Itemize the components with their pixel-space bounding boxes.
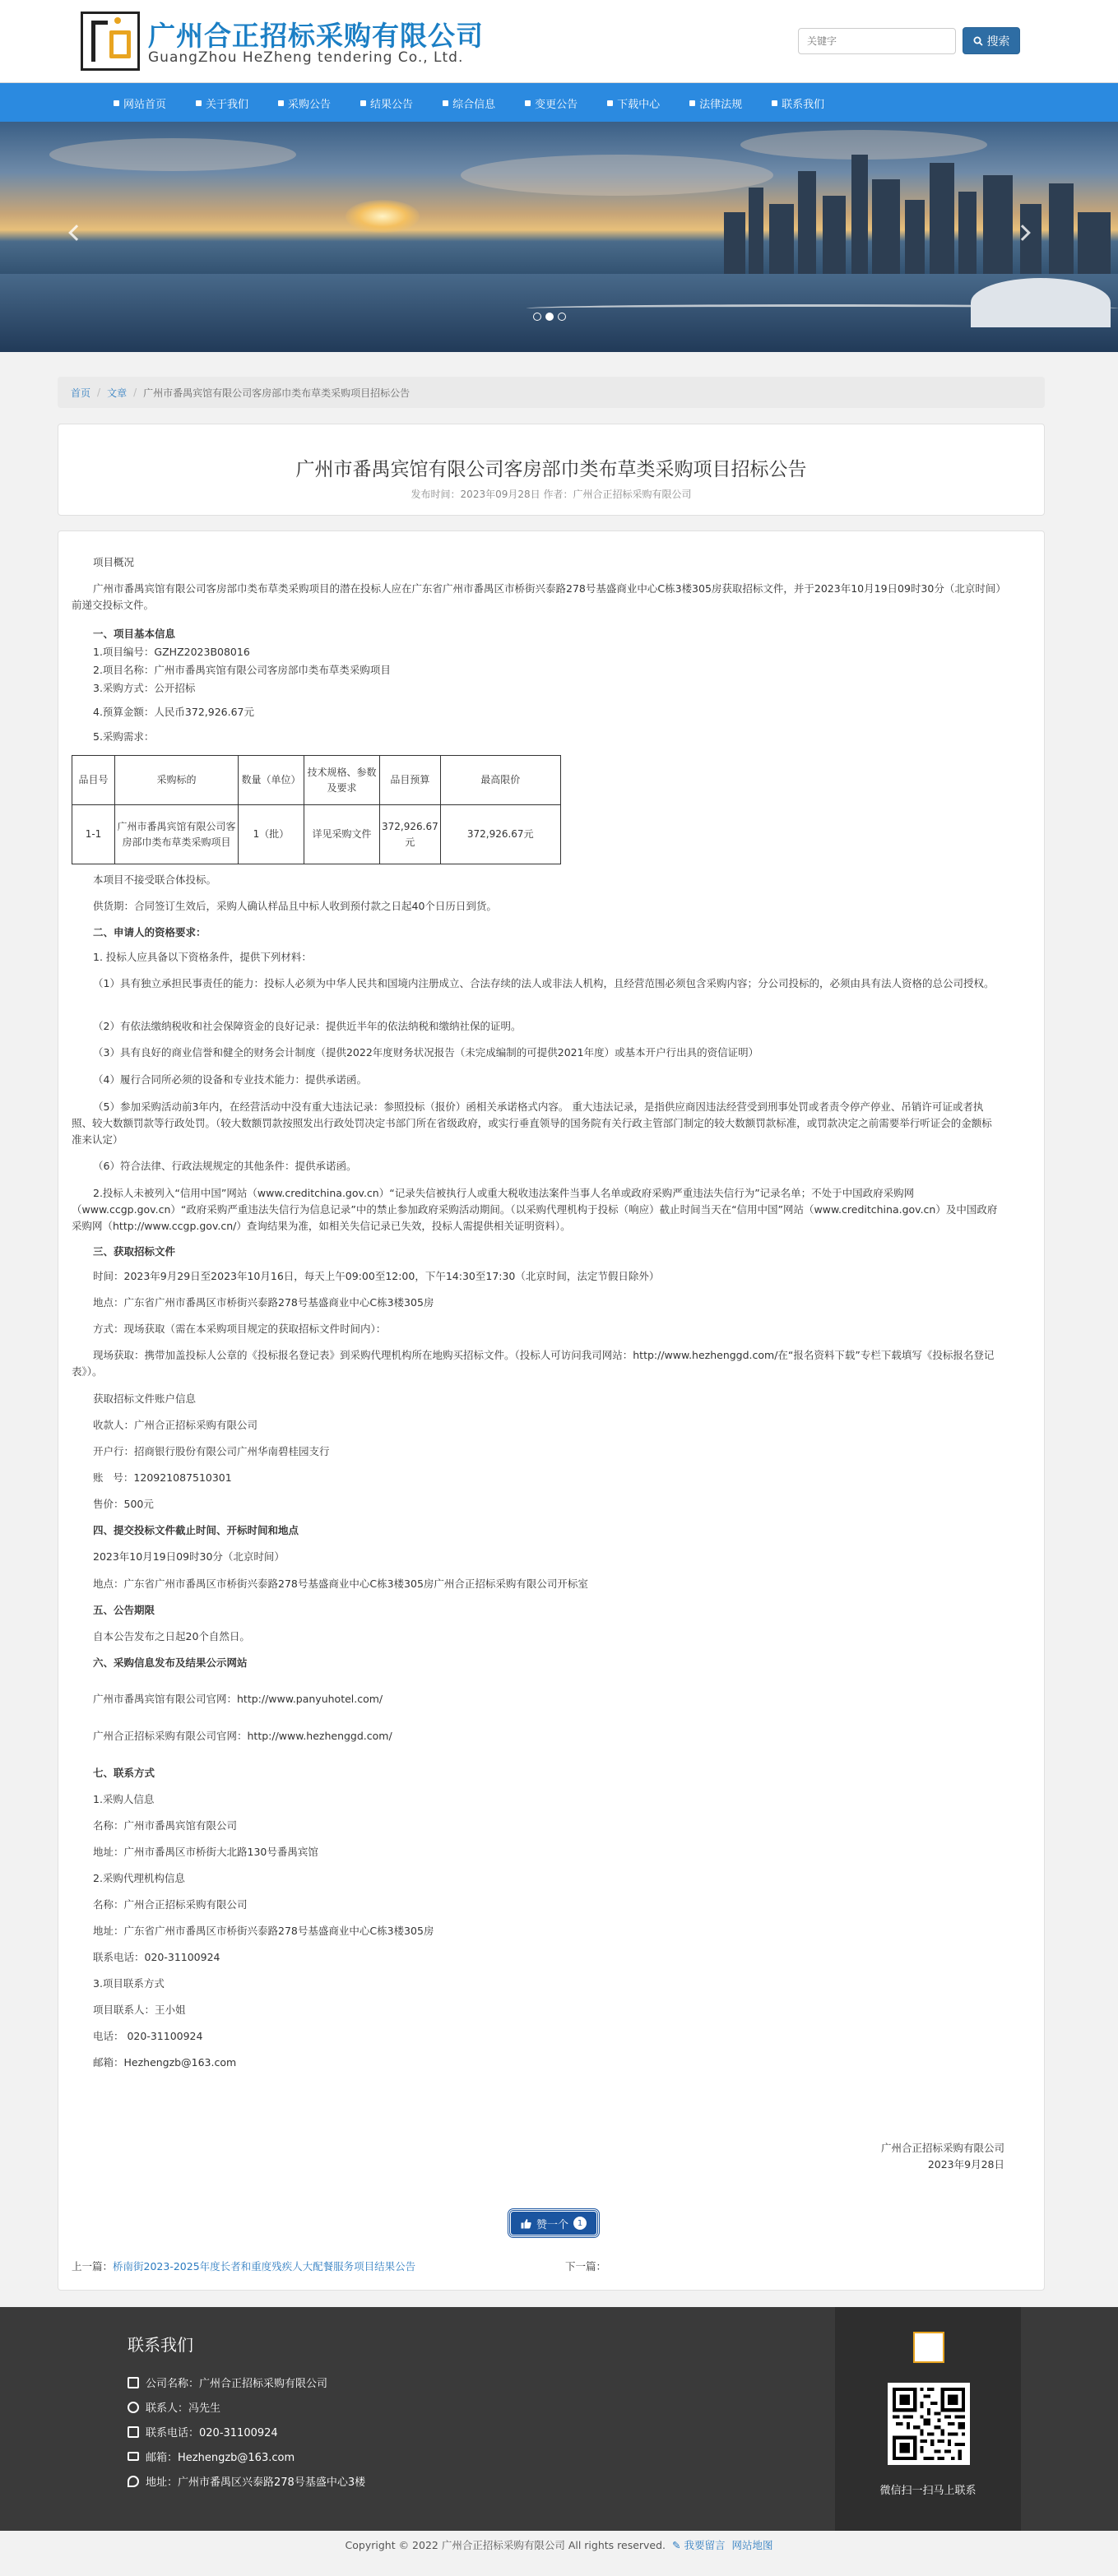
table-header: 品目预算 [380, 756, 441, 805]
search-button[interactable] [963, 27, 1020, 54]
message-icon: ✎ [672, 2539, 681, 2551]
qualification-4: （4）履行合同所必须的设备和专业技术能力：提供承诺函。 [93, 1073, 367, 1086]
book-icon [689, 100, 695, 106]
items-table [72, 755, 561, 864]
project-phone: 电话： 020-31100924 [93, 2030, 203, 2042]
nav-results[interactable] [346, 83, 428, 123]
table-row [72, 805, 561, 864]
home-icon [114, 100, 119, 106]
project-number: 1.项目编号：GZHZ2023B08016 [93, 646, 250, 658]
footer-address [128, 2473, 365, 2489]
prev-label: 上一篇： [72, 2260, 114, 2273]
search-input[interactable] [798, 28, 956, 54]
main-nav [0, 82, 1118, 122]
agency-name: 名称：广州合正招标采购有限公司 [93, 1898, 248, 1911]
section-6-heading: 六、采购信息发布及结果公示网站 [93, 1656, 248, 1669]
project-name: 2.项目名称：广州市番禺宾馆有限公司客房部巾类布草类采购项目 [93, 664, 391, 676]
carousel-dot[interactable] [558, 313, 566, 321]
purchaser-info: 1.采购人信息 [93, 1793, 155, 1805]
like-count: 1 [573, 2217, 587, 2230]
breadcrumb-articles[interactable]: 文章 [107, 387, 128, 399]
notice-period: 自本公告发布之日起20个自然日。 [93, 1630, 250, 1642]
acquire-method: 方式：现场获取（需在本采购项目规定的获取招标文件时间内）： [93, 1323, 387, 1335]
opening-location: 地点：广东省广州市番禺区市桥街兴泰路278号基盛商业中心C栋3楼305房广州合正招标采购有限公司开标室 [93, 1578, 588, 1590]
article-header [58, 424, 1045, 516]
procurement-method: 3.采购方式：公开招标 [93, 682, 196, 694]
location-icon [128, 2476, 139, 2487]
copyright-text: Copyright © 2022 广州合正招标采购有限公司 All rights reserved. [345, 2539, 666, 2551]
section-4-heading: 四、提交投标文件截止时间、开标时间和地点 [93, 1524, 299, 1536]
footer-company-text: 公司名称：广州合正招标采购有限公司 [146, 2378, 328, 2390]
like-label: 赞一个 [536, 2218, 568, 2231]
nav-download[interactable] [592, 83, 675, 123]
table-header: 采购标的 [115, 756, 239, 805]
overview: 项目概况 [93, 556, 135, 568]
table-header: 技术规格、参数及要求 [304, 756, 380, 805]
nav-label: 法律法规 [699, 98, 743, 111]
footer-title: 联系我们 [128, 2335, 193, 2355]
edit-icon [525, 100, 531, 106]
company-name-cn: 广州合正招标采购有限公司 [148, 20, 484, 52]
acquire-time: 时间：2023年9月29日至2023年10月16日，每天上午09:00至12:00，下午14:30至17:30（北京时间，法定节假日除外） [93, 1270, 660, 1282]
sitemap-link[interactable]: 网站地图 [731, 2539, 773, 2551]
leave-message-link[interactable]: 我要留言 [684, 2539, 726, 2551]
next-article: 下一篇： [565, 2260, 607, 2273]
hero-banner [0, 122, 1118, 352]
project-email: 邮箱：Hezhengzb@163.com [93, 2056, 237, 2069]
qualification-5: （5）参加采购活动前3年内，在经营活动中没有重大违法记录：参照投标（报价）函相关承诺格式内容。 重大违法记录，是指供应商因违法经营受到刑事处罚或者责令停产停业、吊销许可证或者执照、较大数额罚款等行政处罚。（较大数额罚款按照发出行政处罚决定书部门所在省级政府，或实行垂直领导的国务院有关行政主管部门制定的较大数额罚款标准，或罚款决定之前需要举行听证会的金额标准来认定） [72, 1100, 992, 1146]
qr-caption: 微信扫一扫马上联系 [879, 2485, 977, 2497]
table-cell: 广州市番禺宾馆有限公司客房部巾类布草类采购项目 [115, 805, 239, 864]
footer-email [128, 2449, 295, 2464]
footer-phone [128, 2424, 278, 2439]
signature-company: 广州合正招标采购有限公司 [880, 2142, 1004, 2154]
footer-company [128, 2374, 327, 2390]
carousel-dot[interactable] [533, 313, 541, 321]
acquire-onsite: 现场获取：携带加盖投标人公章的《投标报名登记表》到采购代理机构所在地购买招标文件。（投标人可访问我司网站：http://www.hezhenggd.com/在“报名资料下载”专栏下载填写《投标报名登记表》）。 [72, 1349, 995, 1378]
website-agency: 广州合正招标采购有限公司官网：http://www.hezhenggd.com/ [93, 1730, 392, 1742]
section-5-heading: 五、公告期限 [93, 1604, 155, 1616]
user-icon [196, 100, 202, 106]
table-cell: 372,926.67元 [380, 805, 441, 864]
nav-label: 变更公告 [535, 98, 578, 111]
nav-label: 网站首页 [123, 98, 167, 111]
nav-about[interactable] [181, 83, 263, 123]
table-header: 数量（单位） [239, 756, 304, 805]
phone-icon [128, 2426, 139, 2438]
breadcrumb-separator: / [133, 387, 137, 398]
breadcrumb-home[interactable]: 首页 [71, 387, 91, 399]
sun [346, 200, 420, 233]
deadline: 2023年10月19日09时30分（北京时间） [93, 1550, 285, 1563]
section-2-heading: 二、申请人的资格要求： [93, 926, 206, 938]
nav-label: 综合信息 [452, 98, 496, 111]
footer-email-text: 邮箱：Hezhengzb@163.com [146, 2452, 295, 2464]
nav-info[interactable] [428, 83, 510, 123]
prev-article-link[interactable]: 桥南街2023-2025年度长者和重度残疾人大配餐服务项目结果公告 [113, 2260, 416, 2273]
account-number: 账 号：120921087510301 [93, 1471, 232, 1484]
qualification-2: （2）有依法缴纳税收和社会保障资金的良好记录：提供近半年的依法纳税和缴纳社保的证明。 [93, 1020, 522, 1032]
qualification-3: （3）具有良好的商业信誉和健全的财务会计制度（提供2022年度财务状况报告（未完成编制的可提供2021年度）或基本开户行出具的资信证明） [93, 1046, 759, 1059]
payee: 收款人：广州合正招标采购有限公司 [93, 1419, 258, 1431]
nav-label: 采购公告 [288, 98, 332, 111]
table-header: 品目号 [72, 756, 115, 805]
purchaser-address: 地址：广州市番禺区市桥街大北路130号番禺宾馆 [93, 1846, 318, 1858]
nav-label: 联系我们 [782, 98, 825, 111]
thumbs-up-icon [521, 2218, 531, 2229]
footer-address-text: 地址：广州市番禺区兴泰路278号基盛中心3楼 [146, 2476, 366, 2489]
budget: 4.预算金额：人民币372,926.67元 [93, 706, 254, 718]
qualification-6: （6）符合法律、行政法规规定的其他条件：提供承诺函。 [93, 1160, 357, 1172]
prev-article [72, 2259, 415, 2273]
article-title: 广州市番禺宾馆有限公司客房部巾类布草类采购项目招标公告 [295, 459, 807, 480]
footer-logo [913, 2332, 944, 2363]
article-body [58, 530, 1045, 2291]
nav-label: 关于我们 [206, 98, 249, 111]
phone-icon [772, 100, 777, 106]
nav-label: 结果公告 [370, 98, 414, 111]
list-icon [278, 100, 284, 106]
project-contact-heading: 3.项目联系方式 [93, 1977, 165, 1990]
intro-paragraph: 广州市番禺宾馆有限公司客房部巾类布草类采购项目的潜在投标人应在广东省广州市番禺区市桥街兴泰路278号基盛商业中心C栋3楼305房获取招标文件，并于2023年10月19日09时30分（北京时间）前递交投标文件。 [72, 582, 1001, 611]
section-3-heading: 三、获取招标文件 [93, 1245, 176, 1258]
section-7-heading: 七、联系方式 [93, 1767, 155, 1779]
download-icon [607, 100, 613, 106]
wechat-qr-code [888, 2383, 970, 2465]
table-header-row [72, 756, 561, 805]
nav-changes[interactable] [510, 83, 592, 123]
arena [971, 278, 1111, 327]
acquire-location: 地点：广东省广州市番禺区市桥街兴泰路278号基盛商业中心C栋3楼305房 [93, 1296, 434, 1309]
carousel-prev-icon[interactable] [68, 225, 85, 241]
company-name-en: GuangZhou HeZheng tendering Co., Ltd. [148, 49, 464, 66]
qr-panel [835, 2307, 1021, 2531]
agency-info: 2.采购代理机构信息 [93, 1872, 185, 1884]
table-cell: 详见采购文件 [304, 805, 380, 864]
user-icon [128, 2402, 139, 2413]
footer-contact-text: 联系人：冯先生 [146, 2402, 221, 2415]
carousel-dot-active[interactable] [545, 313, 554, 321]
table-cell: 1（批） [239, 805, 304, 864]
search-button-label: 搜索 [986, 35, 1010, 49]
project-contact: 项目联系人：王小姐 [93, 2004, 186, 2016]
nav-label: 下载中心 [617, 98, 661, 111]
article-meta: 发布时间：2023年09月28日 作者：广州合正招标采购有限公司 [411, 489, 692, 500]
delivery-period: 供货期：合同签订生效后，采购人确认样品且中标人收到预付款之日起40个日历日到货。 [93, 900, 497, 912]
company-logo[interactable] [81, 12, 140, 71]
price: 售价：500元 [93, 1498, 154, 1510]
qualification-intro: 1. 投标人应具备以下资格条件，提供下列材料： [93, 951, 312, 963]
footer-contact [128, 2399, 220, 2415]
nav-procurement[interactable] [263, 83, 346, 123]
website-hotel: 广州市番禺宾馆有限公司官网：http://www.panyuhotel.com/ [93, 1693, 383, 1705]
like-button[interactable] [508, 2209, 599, 2237]
nav-law[interactable] [675, 83, 757, 123]
check-icon [360, 100, 366, 106]
table-cell: 1-1 [72, 805, 115, 864]
nav-contact[interactable] [757, 83, 839, 123]
signature-date: 2023年9月28日 [927, 2158, 1004, 2171]
credit-requirement: 2.投标人未被列入“信用中国”网站（www.creditchina.gov.cn）“记录失信被执行人或重大税收违法案件当事人名单或政府采购严重违法失信行为”记录名单；不处于中国政府采购网（www.ccgp.gov.cn）“政府采购严重违法失信行为信息记录”中的禁止参加政府采购活动期间。（以采购代理机构于投标（响应）截止时间当天在“信用中国”网站（www.creditchina.gov.cn）及中国政府采购网（http://www.ccgp.gov.cn/）查询结果为准，如相关失信记录已失效，投标人需提供相关证明资料）。 [72, 1187, 998, 1232]
breadcrumb [58, 377, 1045, 408]
section-1-heading: 一、项目基本信息 [93, 628, 176, 640]
table-cell: 372,926.67元 [440, 805, 560, 864]
footer-phone-text: 联系电话：020-31100924 [146, 2427, 278, 2439]
copyright-bar [0, 2531, 1118, 2576]
breadcrumb-separator: / [97, 387, 101, 398]
agency-phone: 联系电话：020-31100924 [93, 1951, 220, 1963]
info-icon [443, 100, 448, 106]
table-header: 最高限价 [440, 756, 560, 805]
nav-home[interactable] [99, 83, 181, 123]
footer [0, 2307, 1118, 2531]
search-icon [973, 36, 983, 46]
no-joint-bid: 本项目不接受联合体投标。 [93, 873, 217, 886]
building-icon [128, 2377, 139, 2388]
procurement-requirements: 5.采购需求： [93, 730, 155, 743]
carousel-indicators [533, 313, 566, 321]
breadcrumb-current: 广州市番禺宾馆有限公司客房部巾类布草类采购项目招标公告 [143, 387, 411, 399]
mail-icon [128, 2452, 139, 2461]
agency-address: 地址：广东省广州市番禺区市桥街兴泰路278号基盛商业中心C栋3楼305房 [93, 1925, 434, 1937]
account-info: 获取招标文件账户信息 [93, 1392, 197, 1405]
purchaser-name: 名称：广州市番禺宾馆有限公司 [93, 1819, 238, 1832]
bank: 开户行：招商银行股份有限公司广州华南碧桂园支行 [93, 1445, 330, 1457]
header [0, 0, 1118, 82]
qualification-1: （1）具有独立承担民事责任的能力：投标人必须为中华人民共和国境内注册成立、合法存续的法人或非法人机构，且经营范围必须包含采购内容；分公司投标的，必须由具有法人资格的总公司授权。 [93, 977, 995, 989]
